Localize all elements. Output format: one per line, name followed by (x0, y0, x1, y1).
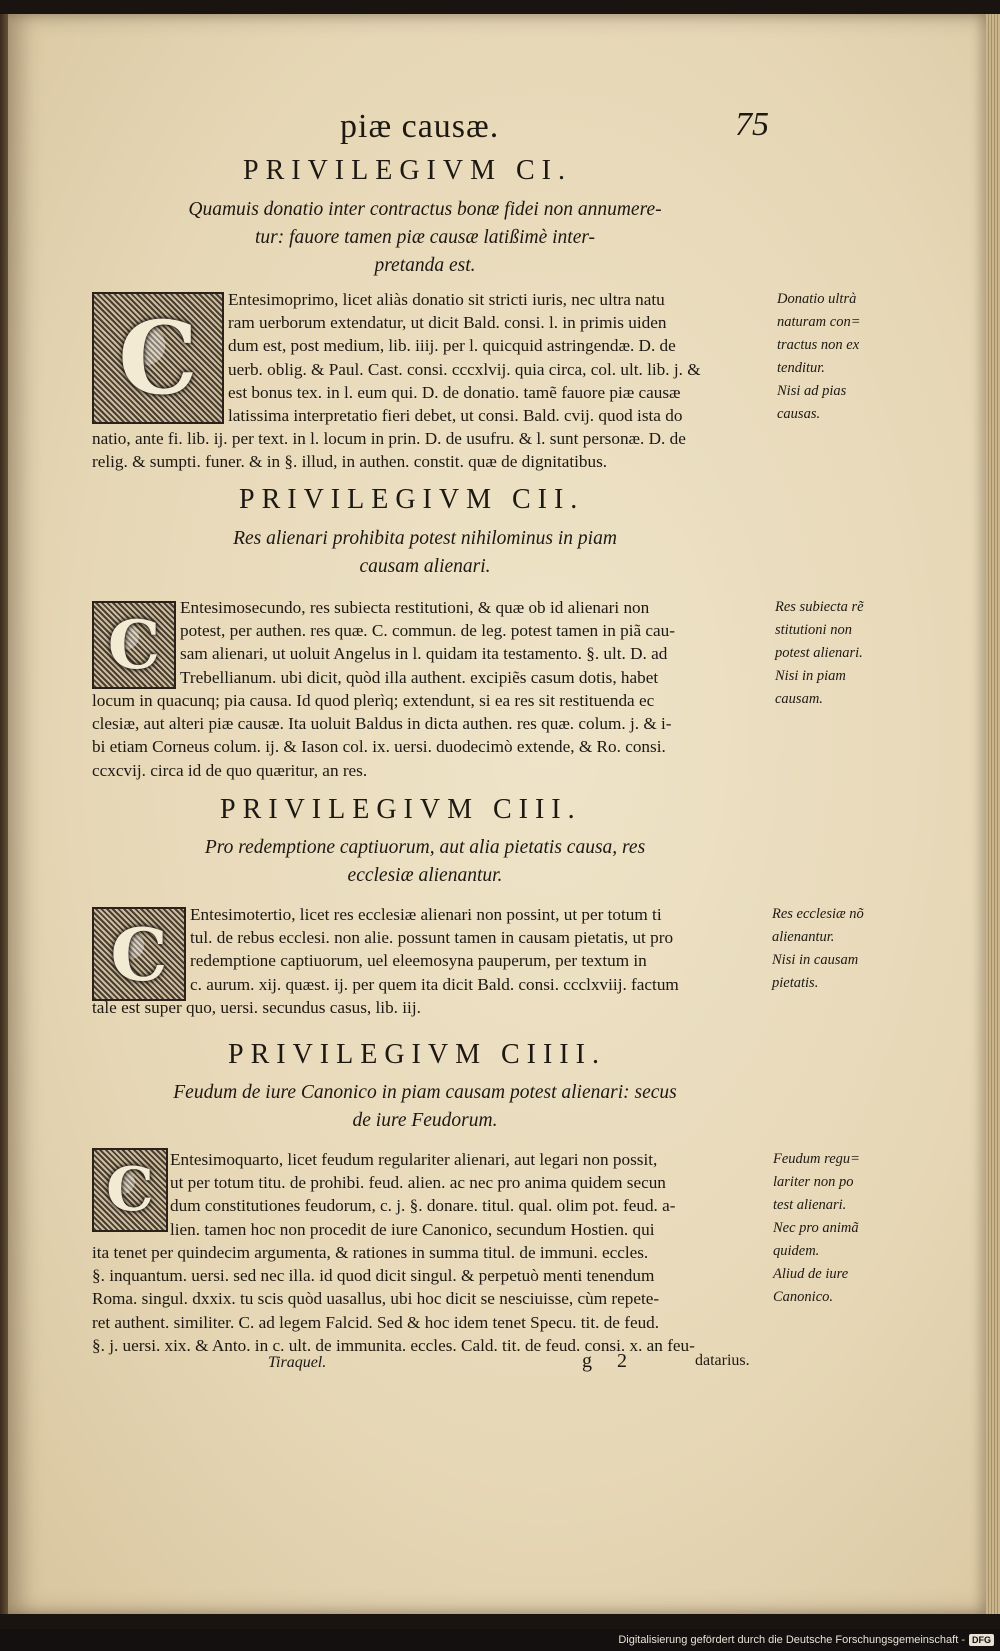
privilege-body: Entesimotertio, licet res ecclesiæ alienari non possint, ut per totum ti tul. de rebus ecclesi. non alie. possunt tamen in causam pietatis, ut pro redemptione captiuorum, uel eleemosyna pauperum, per textum in c. aurum. xij. quæst. ij. per quem ita dicit Bald. consi. ccclxviij. factum (190, 905, 679, 994)
signature-mark: g 2 (582, 1350, 637, 1372)
decorated-initial: C (92, 601, 176, 689)
page-edge (986, 14, 1000, 1614)
privilege-summary: Res alienari prohibita potest nihilominus in piam causam alienari. (233, 528, 617, 577)
margin-notes: Res subiecta rẽ stitutioni non potest alienari. Nisi in piam causam. (775, 599, 864, 707)
privilege-heading: PRIVILEGIVM CII. (239, 484, 585, 515)
privilege-heading: PRIVILEGIVM CIII. (220, 794, 582, 825)
privilege-summary: Quamuis donatio inter contractus bonæ fidei non annumere- tur: fauore tamen piæ causæ latißimè inter- pretanda est. (188, 199, 662, 276)
privilege-heading: PRIVILEGIVM CIIII. (228, 1039, 606, 1070)
privilege-body: Entesimoquarto, licet feudum regulariter alienari, aut legari non possit, ut per totum titu. de prohibi. feud. alien. ac nec pro anima quidem secun dum constitutiones feudorum, c. j. §. donare. titul. qual. olim pot. feud. a- lien. tamen hoc non procedit de iure Canonico, secundum Hostien. qui (170, 1150, 676, 1239)
catchword-left: Tiraquel. (268, 1354, 327, 1371)
decorated-initial: C (92, 292, 224, 424)
privilege-body: Entesimosecundo, res subiecta restitutioni, & quæ ob id alienari non potest, per authen. res quæ. C. commun. de leg. potest tamen in piã cau- sam alienari, ut uoluit Angelus in l. quidam ita testamento. §. ult. D. ad Trebellianum. ubi dicit, quòd illa authent. excipiẽs casum dotis, habet (180, 598, 675, 687)
margin-notes: Res ecclesiæ nõ alienantur. Nisi in causam pietatis. (772, 906, 864, 991)
running-title: piæ causæ. (340, 108, 500, 145)
margin-notes: Feudum regu= lariter non po test alienari. Nec pro animã quidem. Aliud de iure Canonico. (773, 1151, 860, 1305)
catchword-right: datarius. (695, 1352, 750, 1369)
decorated-initial: C (92, 907, 186, 1001)
privilege-heading: PRIVILEGIVM CI. (243, 155, 572, 186)
privilege-body-continued: ita tenet per quindecim argumenta, & rationes in summa titul. de immuni. eccles. §. inquantum. uersi. sed nec illa. id quod dicit singul. & perpetuò menti tenendum Roma. singul. dxxix. tu scis quòd uasallus, ubi hoc dicit se nesciuisse, cùm repete- ret authent. similiter. C. ad legem Falcid. Sed & hoc idem tenet Specu. tit. de feud. §. j. uersi. xix. & Anto. in c. ult. de immunita. eccles. Cald. tit. de feud. consi. x. an feu- (92, 1243, 695, 1355)
privilege-body-continued: tale est super quo, uersi. secundus casus, lib. iij. (92, 998, 421, 1017)
dfg-logo-icon: DFG (969, 1634, 994, 1646)
privilege-summary: Feudum de iure Canonico in piam causam potest alienari: secus de iure Feudorum. (173, 1082, 677, 1131)
privilege-summary: Pro redemptione captiuorum, aut alia pietatis causa, res ecclesiæ alienantur. (204, 837, 646, 886)
privilege-body-continued: natio, ante fi. lib. ij. per text. in l. locum in prin. D. de usufru. & l. sunt personæ. D. de relig. & sumpti. funer. & in §. illud, in authen. constit. quæ de dignitatibus. (92, 429, 686, 472)
privilege-body-continued: locum in quacunq; pia causa. Id quod plerìq; extendunt, si ea res sit restituenda ec clesiæ, aut alteri piæ causæ. Ita uoluit Baldus in dicta authen. res quæ. colum. j. & i- bi etiam Corneus colum. ij. & Iason col. ix. uersi. duodecimò extende, & Ro. consi. ccxcvij. circa id de quo quæritur, an res. (92, 691, 672, 780)
privilege-body: Entesimoprimo, licet aliàs donatio sit stricti iuris, nec ultra natu ram uerborum extendatur, ut dicit Bald. consi. l. in primis uiden dum est, post medium, lib. iiij. per l. quicquid astringendæ. D. de uerb. oblig. & Paul. Cast. consi. cccxlvij. quia circa, col. ult. lib. j. & est bonus tex. in l. eum qui. D. de donatio. tamẽ fauore piæ causæ latissima interpretatio fieri debet, ut consi. Bald. cvij. quod ista do (228, 290, 701, 426)
margin-notes: Donatio ultrà naturam con= tractus non ex tenditur. Nisi ad pias causas. (777, 291, 861, 422)
digitization-credit-bar (0, 1629, 1000, 1651)
folio-number: 75 (735, 106, 769, 143)
credit-text: Digitalisierung gefördert durch die Deutsche Forschungsgemeinschaft - (618, 1634, 965, 1646)
decorated-initial: C (92, 1148, 168, 1232)
